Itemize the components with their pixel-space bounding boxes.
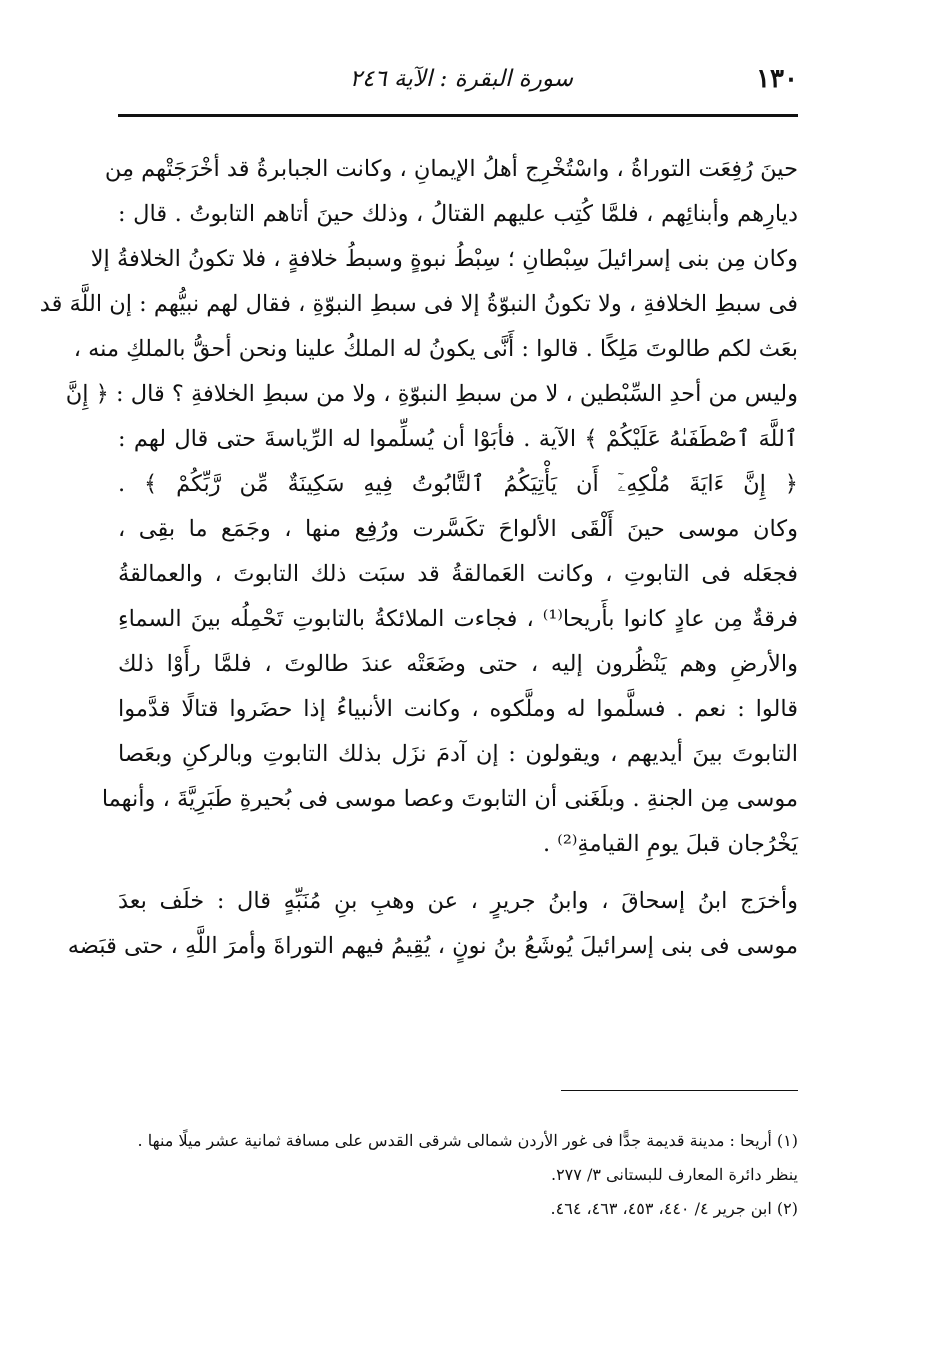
footnotes (118, 1124, 798, 1226)
header-rule (118, 114, 798, 117)
paragraph-gap (118, 867, 798, 879)
text-line: ٱللَّهَ ٱصْطَفَىٰهُ عَلَيْكُمْ ﴾ الآية . فأبَوْا أن يُسلِّموا له الرِّياسةَ حتى قال لهم : (118, 426, 798, 452)
quran-verse-line: ﴿ إِنَّ ءَايَةَ مُلْكِهِۦٓ أَن يَأْتِيَكُمُ ٱلتَّابُوتُ فِيهِ سَكِينَةٌ مِّن رَّبِّكُمْ ﴾ . (118, 471, 798, 497)
paragraph-2 (67, 879, 799, 969)
text-line: فى سبطِ الخلافةِ ، ولا تكونُ النبوّةُ إلا فى سبطِ النبوّةِ ، فقال لهم نبيُّهم : إن اللَّهَ قد (39, 291, 798, 317)
text-line: فجعَله فى التابوتِ ، وكانت العَمالقةُ قد سبَت ذلك التابوتَ ، والعمالقةُ (118, 561, 798, 587)
text-line: وأخرَج ابنُ إسحاقَ ، وابنُ جريرٍ ، عن وهبِ بنِ مُنَبِّهٍ قال : خلَف بعدَ (118, 888, 799, 914)
text-line: يَخْرُجان قبلَ يومِ القيامةِ⁽²⁾ . (543, 831, 798, 857)
main-text (39, 147, 799, 969)
text-line: وكان مِن بنى إسرائيلَ سِبْطانِ ؛ سِبْطُ نبوةٍ وسبطُ خلافةٍ ، فلا تكونُ الخلافةُ إلا (90, 246, 798, 272)
text-line: موسى مِن الجنةِ . وبلَغَنى أن التابوتَ وعصا موسى فى بُحيرةِ طَبَرِيَّةَ ، وأنهما (101, 786, 798, 812)
text-line: وليس من أحدِ السِّبْطين ، لا من سبطِ النبوّةِ ، ولا من سبطِ الخلافةِ ؟ قال : ﴿ إِنَّ (65, 381, 798, 407)
text-line: حينَ رُفِعَت التوراةُ ، واسْتُخْرِج أهلُ الإيمانِ ، وكانت الجبابرةُ قد أخْرَجَتْهم مِن (104, 156, 798, 182)
text-line: بعَث لكم طالوتَ مَلِكًا . قالوا : أَنَّى يكونُ له الملكُ علينا ونحن أحقُّ بالملكِ منه ، (73, 336, 798, 362)
paragraph-1 (39, 147, 798, 867)
text-line: وكان موسى حينَ أَلْقَى الألواحَ تكَسَّرت ورُفِع منها ، وجَمَع ما بقِى ، (118, 516, 798, 542)
footnote-1-continued: ينظر دائرة المعارف للبستانى ٣/ ٢٧٧. (550, 1165, 798, 1184)
text-line: قالوا : نعم . فسلَّموا له وملَّكوه ، وكانت الأنبياءُ إذا حضَروا قتالًا قدَّموا (118, 696, 798, 722)
text-line: والأرضِ وهم يَنْظُرون إليه ، حتى وضَعَتْه عندَ طالوتَ ، فلمَّا رأَوْا ذلك (118, 651, 798, 677)
page-number: ١٣٠ (756, 64, 798, 94)
text-line: فرقةٌ مِن عادٍ كانوا بأَريحا⁽¹⁾ ، فجاءت الملائكةُ بالتابوتِ تَحْمِلُه بينَ السماءِ (118, 606, 798, 632)
footnote-2: (٢) ابن جرير ٤/ ٤٤٠، ٤٥٣، ٤٦٣، ٤٦٤. (550, 1199, 798, 1218)
footnote-rule (561, 1090, 798, 1091)
text-line: موسى فى بنى إسرائيلَ يُوشَعُ بنُ نونٍ ، يُقِيمُ فيهم التوراةَ وأمرَ اللَّهِ ، حتى قبَضه (67, 933, 798, 959)
page-header (118, 62, 798, 102)
text-line: التابوتَ بينَ أيديهم ، ويقولون : إن آدمَ نزَل بذلك التابوتِ وبالركنِ وبعَصا (118, 741, 798, 767)
running-title: سورة البقرة : الآية ٢٤٦ (349, 66, 573, 92)
footnote-1: (١) أريحا : مدينة قديمة جدًّا فى غور الأردن شمالى شرقى القدس على مسافة ثمانية عشر ميلًا منها . (137, 1131, 798, 1150)
text-line: ديارِهم وأبنائِهم ، فلمَّا كُتِب عليهم القتالُ ، وذلك حينَ أتاهم التابوتُ . قال : (118, 201, 798, 227)
